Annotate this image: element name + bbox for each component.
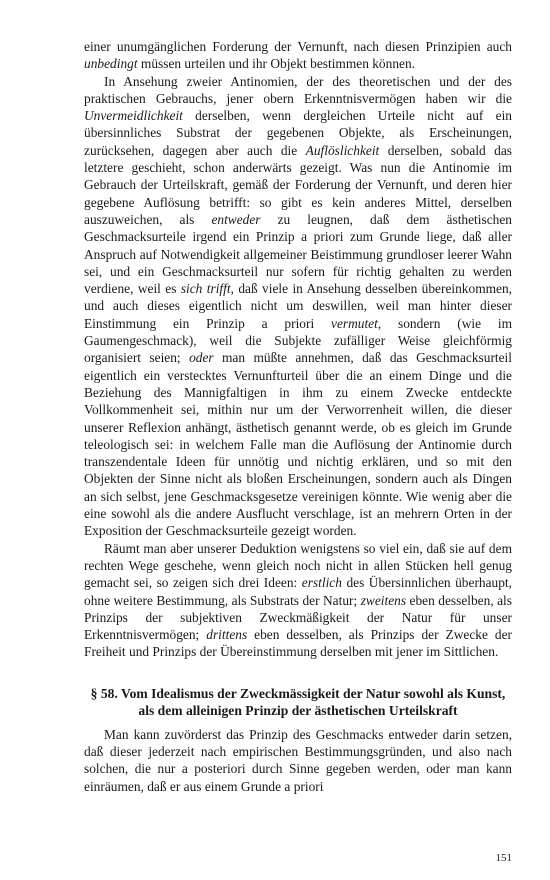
text-run: müssen urteilen und ihr Objekt bestimmen können.	[137, 56, 415, 72]
emphasized-text: Unvermeidlichkeit	[84, 108, 183, 124]
text-run: derselben, sobald das letztere geschieht, schon anderwärts gezeigt. Was nun die Antinomie im Gebrauch der Urteilskraft, gemäß der Forderung der Vernunft, und deren hier gegebene Auflösung betrifft: so gibt es kein anderes Mittel, derselben auszuweichen, als	[84, 142, 512, 227]
emphasized-text: vermutet	[331, 315, 378, 331]
page-number: 151	[495, 852, 512, 864]
text-run: des Übersinnlichen überhaupt, ohne weitere Bestimmung, als Substrats der Natur;	[84, 575, 512, 608]
text-run: derselben, wenn dergleichen Urteile nicht auf ein übersinnliches Substrat der gegebenen Objekte, als Erscheinungen, zurücksehen, dagegen aber auch die	[84, 108, 512, 158]
body-paragraph	[84, 540, 512, 661]
body-text	[84, 38, 512, 661]
text-run: Räumt man aber unserer Deduktion wenigstens so viel ein, daß sie auf dem rechten Wege geschehe, wenn gleich noch nicht in allen Stücken hell genug gemacht sei, so zeigen sich drei Ideen:	[84, 540, 512, 591]
text-run: , sondern (wie im Gaumengeschmack), weil die Subjekte zufälliger Weise gleichförmig organisiert seien;	[84, 315, 512, 366]
text-run: eben desselben, als Prinzips der subjektiven Zweckmäßigkeit der Natur für unser Erkenntnisvermögen;	[84, 592, 512, 643]
text-run: man müßte annehmen, daß das Geschmacksurteil eigentlich ein verstecktes Vernunfturteil über die an einem Dinge und die Beziehung des Mannigfaltigen in ihm zu einem Zwecke entdeckte Vollkommenheit sei, mithin nur um der Verworrenheit willen, die dieser unserer Reflexion anhängt, ästhetisch genannt werde, ob es gleich im Grunde teleologisch sei: in welchem Falle man die Auflösung der Antinomie durch transzendentale Ideen für unnötig und nichtig erklären, und so mit den Objekten der Sinne nicht als bloßen Erscheinungen, sondern auch als Dingen an sich selbst, jene Geschmacksgesetze vereinigen könnte. Wie wenig aber die eine sowohl als die andere Ausflucht verschlage, ist an mehrern Orten in der Exposition der Geschmacksurteile gezeigt worden.	[84, 350, 513, 539]
text-run: eben desselben, als Prinzips der Zwecke der Freiheit und Prinzips der Übereinstimmung derselben mit jener im Sittlichen.	[84, 627, 512, 660]
text-run: einer unumgänglichen Forderung der Vernunft, nach diesen Prinzipien auch	[84, 39, 512, 54]
emphasized-text: oder	[189, 350, 214, 366]
emphasized-text: erstlich	[301, 575, 342, 591]
emphasized-text: sich trifft	[180, 281, 231, 297]
body-paragraph	[84, 73, 512, 540]
emphasized-text: zweitens	[360, 592, 407, 608]
text-run: zu leugnen, daß dem ästhetischen Geschmacksurteile irgend ein Prinzip a priori zum Grunde liege, daß aller Anspruch auf Notwendigkeit allgemeiner Beistimmung grundloser leerer Wahn sei, und ein Geschmacksurteil nur sofern für richtig gehalten zu werden verdiene, weil es	[84, 211, 512, 297]
emphasized-text: Auflöslichkeit	[305, 142, 380, 158]
body-paragraph	[84, 38, 512, 73]
emphasized-text: entweder	[211, 211, 261, 227]
emphasized-text: unbedingt	[84, 56, 138, 72]
closing-paragraph: Man kann zuvörderst das Prinzip des Geschmacks entweder darin setzen, daß dieser jederzeit nach empirischen Bestimmungsgründen, und also nach solchen, die nur a posteriori durch Sinne gegeben werden, oder man kann einräumen, daß er aus einem Grunde a priori	[84, 726, 512, 794]
text-run: , daß viele in Ansehung desselben übereinkommen, und auch dieses eigentlich nicht um deswillen, weil man hinter dieser Einstimmung ein Prinzip a priori	[84, 281, 513, 331]
section-heading: § 58. Vom Idealismus der Zweckmässigkeit der Natur sowohl als Kunst, als dem alleinigen Prinzip der ästhetischen Urteilskraft	[90, 685, 506, 719]
emphasized-text: drittens	[206, 627, 248, 643]
text-run: In Ansehung zweier Antinomien, der des theoretischen und der des praktischen Gebrauchs, jener obern Erkenntnisvermögen haben wir die	[84, 73, 512, 106]
